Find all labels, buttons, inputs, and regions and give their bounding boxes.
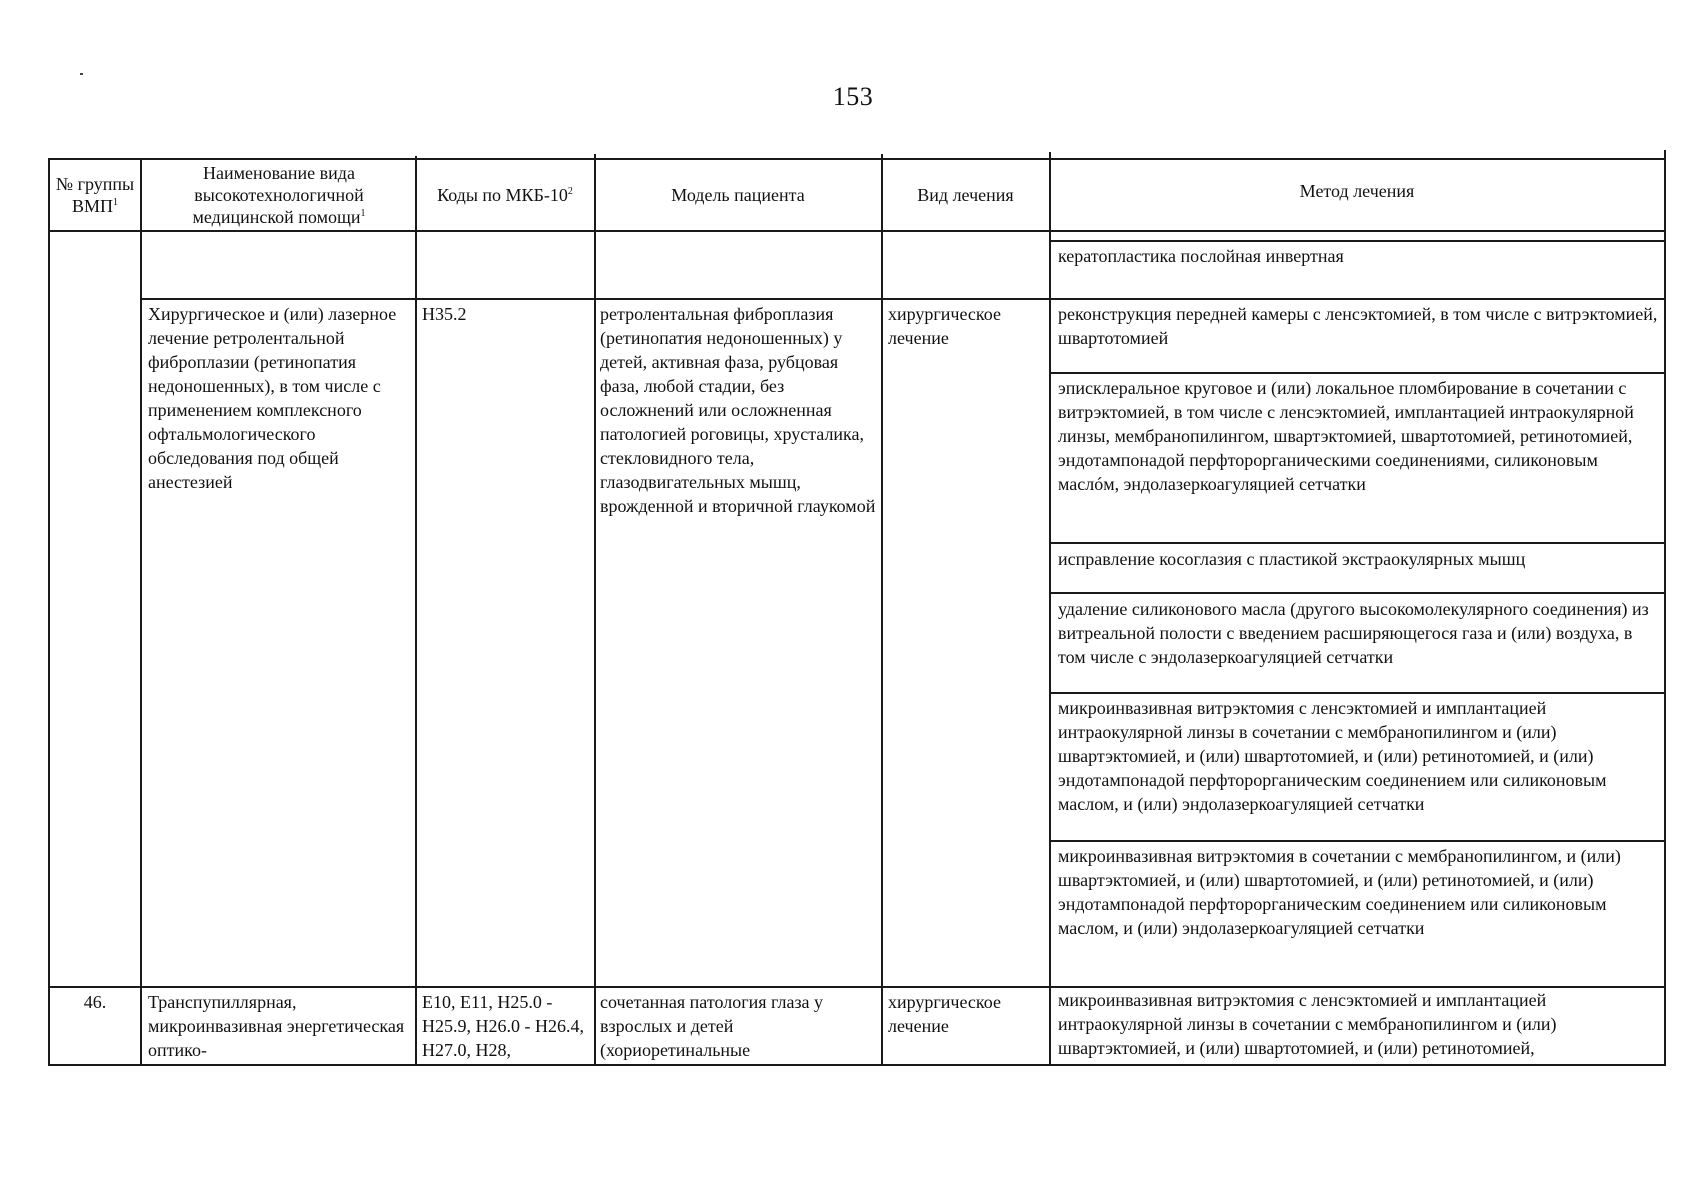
header-care-type-name: Наименование вида высокотехнологичной медицинской помощи$^1$ bbox=[192, 163, 366, 227]
group-number-cell: 46. bbox=[83, 992, 107, 1012]
method-cell: микроинвазивная витрэктомия в сочетании с мембранопилингом, и (или) швартэктомией, и (или) швартотомией, и (или) ретинотомией, и (или) эндотампонадой перфторорганическим соединением или силиконовым маслом, и (или) эндолазеркоагуляцией сетчатки bbox=[1058, 846, 1621, 938]
table-border-right bbox=[1664, 150, 1666, 1066]
method-divider bbox=[1049, 840, 1664, 842]
row-divider bbox=[140, 298, 1664, 300]
method-divider bbox=[1049, 692, 1664, 694]
header-divider bbox=[48, 230, 1666, 232]
method-cell: исправление косоглазия с пластикой экстраокулярных мышц bbox=[1058, 549, 1526, 569]
column-divider bbox=[594, 154, 596, 1066]
vmp-table bbox=[48, 150, 1666, 1068]
method-cell: реконструкция передней камеры с ленсэктомией, в том числе с витрэктомией, швартотомией bbox=[1058, 304, 1658, 348]
treatment-type-cell: хирургическое лечение bbox=[888, 992, 1001, 1036]
method-cell: удаление силиконового масла (другого высокомолекулярного соединения) из витреальной полости с введением расширяющегося газа и (или) воздуха, в том числе с эндолазеркоагуляцией сетчатки bbox=[1058, 599, 1649, 667]
table-border-bottom bbox=[48, 1064, 1666, 1066]
column-divider bbox=[140, 160, 142, 1066]
patient-model-cell: ретролентальная фиброплазия (ретинопатия недоношенных) у детей, активная фаза, рубцовая фаза, любой стадии, без осложнений или осложненная патологией роговицы, хрусталика, стекловидного тела, глазодвигательных мышц, врожденной и вторичной глаукомой bbox=[600, 304, 876, 516]
column-divider bbox=[415, 156, 417, 1066]
patient-model-cell: сочетанная патология глаза у взрослых и детей (хориоретинальные bbox=[600, 992, 824, 1060]
method-divider bbox=[1049, 542, 1664, 544]
icd-codes-cell: H35.2 bbox=[422, 304, 467, 324]
method-divider bbox=[1049, 372, 1664, 374]
column-divider bbox=[881, 154, 883, 1066]
treatment-type-cell: хирургическое лечение bbox=[888, 304, 1001, 348]
method-cell: микроинвазивная витрэктомия с ленсэктомией и имплантацией интраокулярной линзы в сочетании с мембранопилингом и (или) швартэктомией, и (или) швартотомией, и (или) ретинотомией, bbox=[1058, 990, 1557, 1058]
header-treatment-type: Вид лечения bbox=[917, 185, 1014, 205]
table-border-left bbox=[48, 160, 50, 1066]
page-number: 153 bbox=[832, 82, 874, 111]
method-cell: микроинвазивная витрэктомия с ленсэктомией и имплантацией интраокулярной линзы в сочетании с мембранопилингом и (или) швартэктомией, и (или) швартотомией, и (или) ретинотомией, и (или) эндотампонадой перфторорганическим соединением или силиконовым маслом, и (или) эндолазеркоагуляцией сетчатки bbox=[1058, 698, 1607, 814]
method-divider bbox=[1049, 592, 1664, 594]
header-patient-model: Модель пациента bbox=[671, 185, 805, 205]
method-cell: эписклеральное круговое и (или) локальное пломбирование в сочетании с витрэктомией, в том числе с ленсэктомией, имплантацией интраокулярной линзы, мембранопилингом, швартэктомией, швартотомией, ретинотомией, эндотампонадой перфторорганическими соединениями, силиконовым маслóм, эндолазеркоагуляцией сетчатки bbox=[1058, 378, 1634, 494]
header-group-number: № группы ВМП$^1$ bbox=[55, 174, 135, 216]
header-icd-codes: Коды по МКБ-$10^2$ bbox=[437, 185, 573, 205]
care-type-name-cell: Транспупиллярная, микроинвазивная энергетическая оптико- bbox=[148, 992, 405, 1060]
row-divider bbox=[1049, 240, 1664, 242]
icd-codes-cell: E10, E11, H25.0 - H25.9, H26.0 - H26.4, H27.0, H28, bbox=[422, 992, 584, 1060]
care-type-name-cell: Хирургическое и (или) лазерное лечение ретролентальной фиброплазии (ретинопатия недоношенных), в том числе с применением комплексного офтальмологического обследования под общей анестезией bbox=[148, 304, 397, 492]
header-treatment-method: Метод лечения bbox=[1299, 181, 1415, 201]
method-cell: кератопластика послойная инвертная bbox=[1058, 246, 1344, 266]
scan-speck bbox=[80, 73, 83, 75]
column-divider bbox=[1049, 152, 1051, 1066]
